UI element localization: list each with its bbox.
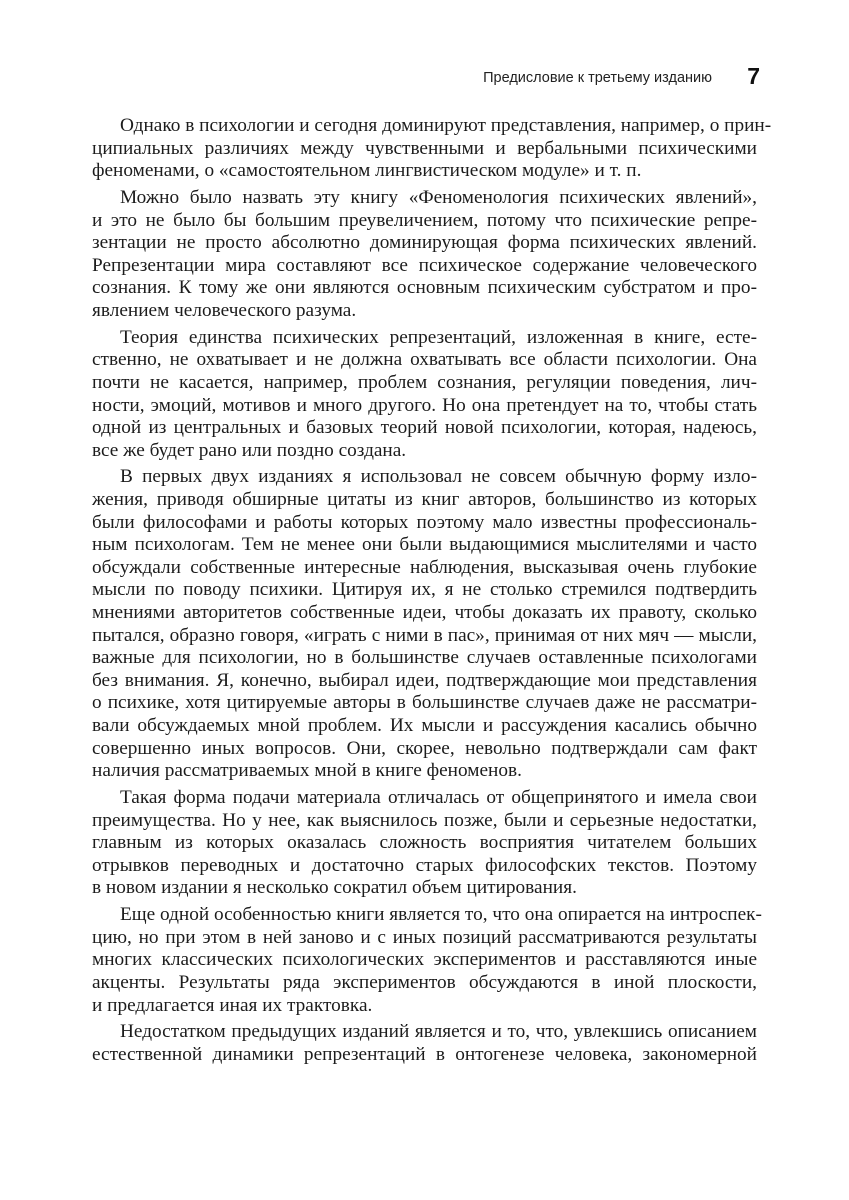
text-line: многих классических психологических экспериментов и расставляются иные	[92, 949, 757, 971]
text-line: отрывков переводных и достаточно старых философских текстов. Поэтому	[92, 854, 757, 876]
text-line: почти не касается, например, проблем сознания, регуляции поведения, лич-	[92, 371, 757, 393]
text-line: жения, приводя обширные цитаты из книг авторов, большинство из которых	[92, 489, 757, 511]
text-line: сознания. К тому же они являются основным психическим субстратом и про-	[92, 277, 757, 299]
text-line: акценты. Результаты ряда экспериментов обсуждаются в иной плоскости,	[92, 971, 757, 993]
body-text	[92, 115, 772, 1071]
text-line: мысли по поводу психики. Цитируя их, я не столько стремился подтвердить	[92, 579, 757, 601]
paragraph	[92, 787, 757, 900]
text-line: Теория единства психических репрезентаций, изложенная в книге, есте-	[120, 326, 757, 348]
text-line: ности, эмоций, мотивов и много другого. Но она претендует на то, чтобы стать	[92, 394, 757, 416]
text-line: обсуждали собственные интересные наблюдения, высказывая очень глубокие	[92, 556, 757, 578]
text-line: наличия рассматриваемых мной в книге феноменов.	[92, 760, 522, 782]
text-line: вали обсуждаемых мной проблем. Их мысли и рассуждения касались обычно	[92, 715, 757, 736]
text-line: феноменами, о «самостоятельном лингвистическом модуле» и т. п.	[92, 160, 642, 182]
text-line: ственно, не охватывает и не должна охватывать все области психологии. Она	[92, 349, 757, 371]
paragraph	[92, 466, 757, 782]
text-line: естественной динамики репрезентаций в онтогенезе человека, закономерной	[92, 1043, 757, 1065]
text-line: о психике, хотя цитируемые авторы в большинстве случаев даже не рассматри-	[92, 692, 757, 714]
paragraph	[92, 327, 757, 463]
text-line: В первых двух изданиях я использовал не совсем обычную форму изло-	[120, 466, 757, 488]
paragraph	[92, 1021, 757, 1066]
text-line: цию, но при этом в ней заново и с иных позиций рассматриваются результаты	[92, 926, 757, 948]
text-line: преимущества. Но у нее, как выяснилось позже, были и серьезные недостатки,	[92, 809, 757, 831]
text-line: одной из центральных и базовых теорий новой психологии, которая, надеюсь,	[92, 417, 757, 439]
text-line: Такая форма подачи материала отличалась от общепринятого и имела свои	[120, 786, 757, 808]
paragraph	[92, 904, 762, 1017]
text-line: Еще одной особенностью книги является то, что она опирается на интроспек-	[120, 904, 762, 926]
text-line: зентации не просто абсолютно доминирующая форма психических явлений.	[92, 232, 757, 254]
text-line: совершенно иных вопросов. Они, скорее, невольно подтверждали сам факт	[92, 737, 757, 759]
text-line: Можно было назвать эту книгу «Феноменология психических явлений»,	[120, 186, 757, 208]
text-line: явлением человеческого разума.	[92, 299, 357, 321]
text-line: ным психологам. Тем не менее они были выдающимися мыслителями и часто	[92, 534, 757, 556]
text-line: без внимания. Я, конечно, выбирал идеи, подтверждающие мои представления	[92, 669, 757, 691]
text-line: ципиальных различиях между чувственными и вербальными психическими	[92, 137, 757, 159]
text-line: главным из которых оказалась сложность восприятия читателем больших	[92, 832, 757, 854]
running-header-title: Предисловие к третьему изданию	[483, 70, 712, 86]
text-line: были философами и работы которых поэтому мало известны профессиональ-	[92, 511, 757, 533]
text-line: Репрезентации мира составляют все психическое содержание человеческого	[92, 254, 757, 276]
text-line: Недостатком предыдущих изданий является и то, что, увлекшись описанием	[120, 1021, 757, 1043]
text-line: и это не было бы большим преувеличением, потому что психические репре-	[92, 209, 757, 231]
paragraph	[92, 115, 772, 183]
text-line: и предлагается иная их трактовка.	[92, 994, 373, 1016]
text-line: мнениями авторитетов собственные идеи, чтобы доказать их правоту, сколько	[92, 602, 757, 624]
text-line: все же будет рано или поздно создана.	[92, 439, 407, 461]
text-line: Однако в психологии и сегодня доминируют представления, например, о прин-	[120, 115, 772, 136]
text-line: важные для психологии, но в большинстве случаев оставленные психологами	[92, 647, 757, 669]
text-line: в новом издании я несколько сократил объем цитирования.	[92, 877, 577, 899]
text-line: пытался, образно говоря, «играть с ними в пас», принимая от них мяч — мысли,	[92, 624, 757, 646]
paragraph	[92, 187, 757, 323]
page-number: 7	[747, 63, 760, 89]
